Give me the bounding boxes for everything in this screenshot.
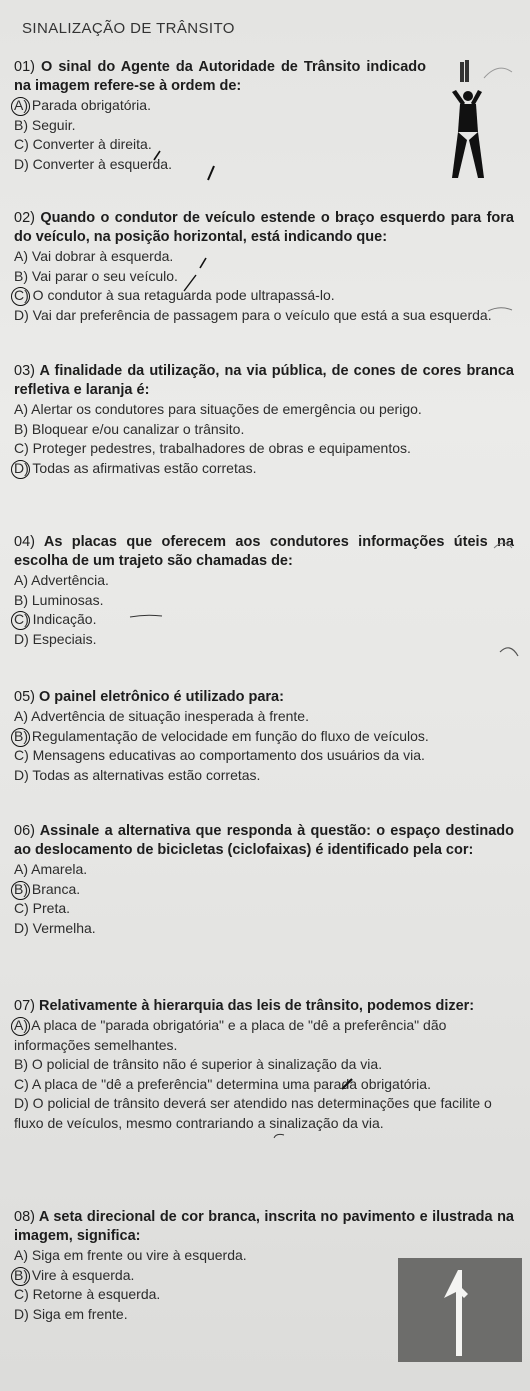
question-stem: A finalidade da utilização, na via pública, de cones de cores branca refletiva e laranja é: xyxy=(14,363,514,398)
option-d[interactable]: D) O policial de trânsito deverá ser atendido nas determinações que facilite o fluxo de veículos, mesmo contrariando a sinalização da via. xyxy=(14,1095,492,1131)
option-a[interactable]: A) A placa de "parada obrigatória" e a placa de "dê a preferência" dão informações semelhantes. xyxy=(14,1016,514,1055)
option-c[interactable]: C) Indicação. xyxy=(14,610,514,630)
option-a[interactable]: A) Amarela. xyxy=(14,861,88,877)
question-number: 02) xyxy=(14,210,35,226)
question-stem: Assinale a alternativa que responda à questão: o espaço destinado ao deslocamento de bicicletas (ciclofaixas) é identificado pela cor: xyxy=(14,823,514,858)
option-c[interactable]: C) Preta. xyxy=(14,900,71,916)
option-b[interactable]: B) Vai parar o seu veículo. xyxy=(14,267,178,284)
option-c[interactable]: C) Proteger pedestres, trabalhadores de obras e equipamentos. xyxy=(14,440,411,456)
option-c[interactable]: C) O condutor à sua retaguarda pode ultrapassá-lo. xyxy=(14,286,514,306)
option-b[interactable]: B) Regulamentação de velocidade em função do fluxo de veículos. xyxy=(14,727,514,747)
question-stem: As placas que oferecem aos condutores informações úteis na escolha de um trajeto são chamadas de: xyxy=(14,534,514,569)
question-stem: Quando o condutor de veículo estende o braço esquerdo para fora do veículo, na posição horizontal, está indicando que: xyxy=(14,210,514,245)
question-stem: A seta direcional de cor branca, inscrita no pavimento e ilustrada na imagem, significa: xyxy=(14,1209,514,1244)
option-d[interactable]: D) Converter à esquerda. xyxy=(14,155,172,172)
option-d[interactable]: D) Vermelha. xyxy=(14,919,96,936)
option-a[interactable]: A) Vai dobrar à esquerda. xyxy=(14,248,174,264)
option-a[interactable]: A) Siga em frente ou vire à esquerda. xyxy=(14,1247,247,1263)
option-b[interactable]: B) Seguir. xyxy=(14,116,76,133)
option-d[interactable]: D) Todas as alternativas estão corretas. xyxy=(14,766,261,783)
option-c[interactable]: C) Retorne à esquerda. xyxy=(14,1286,161,1302)
question-number: 07) xyxy=(14,998,35,1014)
question-stem: Relativamente à hierarquia das leis de trânsito, podemos dizer: xyxy=(39,998,475,1014)
option-b[interactable]: B) Bloquear e/ou canalizar o trânsito. xyxy=(14,420,245,437)
option-d[interactable]: D) Vai dar preferência de passagem para o veículo que está a sua esquerda. xyxy=(14,306,492,323)
question-number: 01) xyxy=(14,59,35,75)
option-a[interactable]: A) Advertência. xyxy=(14,572,109,588)
option-b[interactable]: B) Branca. xyxy=(14,880,514,900)
question-number: 06) xyxy=(14,823,35,839)
option-c[interactable]: C) A placa de "dê a preferência" determina uma parada obrigatória. xyxy=(14,1075,431,1092)
option-a[interactable]: A) Parada obrigatória. xyxy=(14,96,426,116)
option-a[interactable]: A) Alertar os condutores para situações de emergência ou perigo. xyxy=(14,401,422,417)
page-title: SINALIZAÇÃO DE TRÂNSITO xyxy=(22,20,235,37)
question-number: 05) xyxy=(14,689,35,705)
option-d[interactable]: D) Todas as afirmativas estão corretas. xyxy=(14,459,514,479)
question-stem: O painel eletrônico é utilizado para: xyxy=(39,689,284,705)
question-number: 04) xyxy=(14,534,35,550)
question-number: 08) xyxy=(14,1209,35,1225)
option-c[interactable]: C) Mensagens educativas ao comportamento dos usuários da via. xyxy=(14,747,425,763)
option-b[interactable]: B) Vire à esquerda. xyxy=(14,1266,514,1286)
question-stem: O sinal do Agente da Autoridade de Trânsito indicado na imagem refere-se à ordem de: xyxy=(14,59,426,94)
option-d[interactable]: D) Especiais. xyxy=(14,630,97,647)
question-number: 03) xyxy=(14,363,35,379)
option-c[interactable]: C) Converter à direita. xyxy=(14,136,152,152)
option-a[interactable]: A) Advertência de situação inesperada à frente. xyxy=(14,708,309,724)
option-b[interactable]: B) O policial de trânsito não é superior à sinalização da via. xyxy=(14,1056,383,1072)
option-d[interactable]: D) Siga em frente. xyxy=(14,1305,128,1322)
option-b[interactable]: B) Luminosas. xyxy=(14,591,104,608)
